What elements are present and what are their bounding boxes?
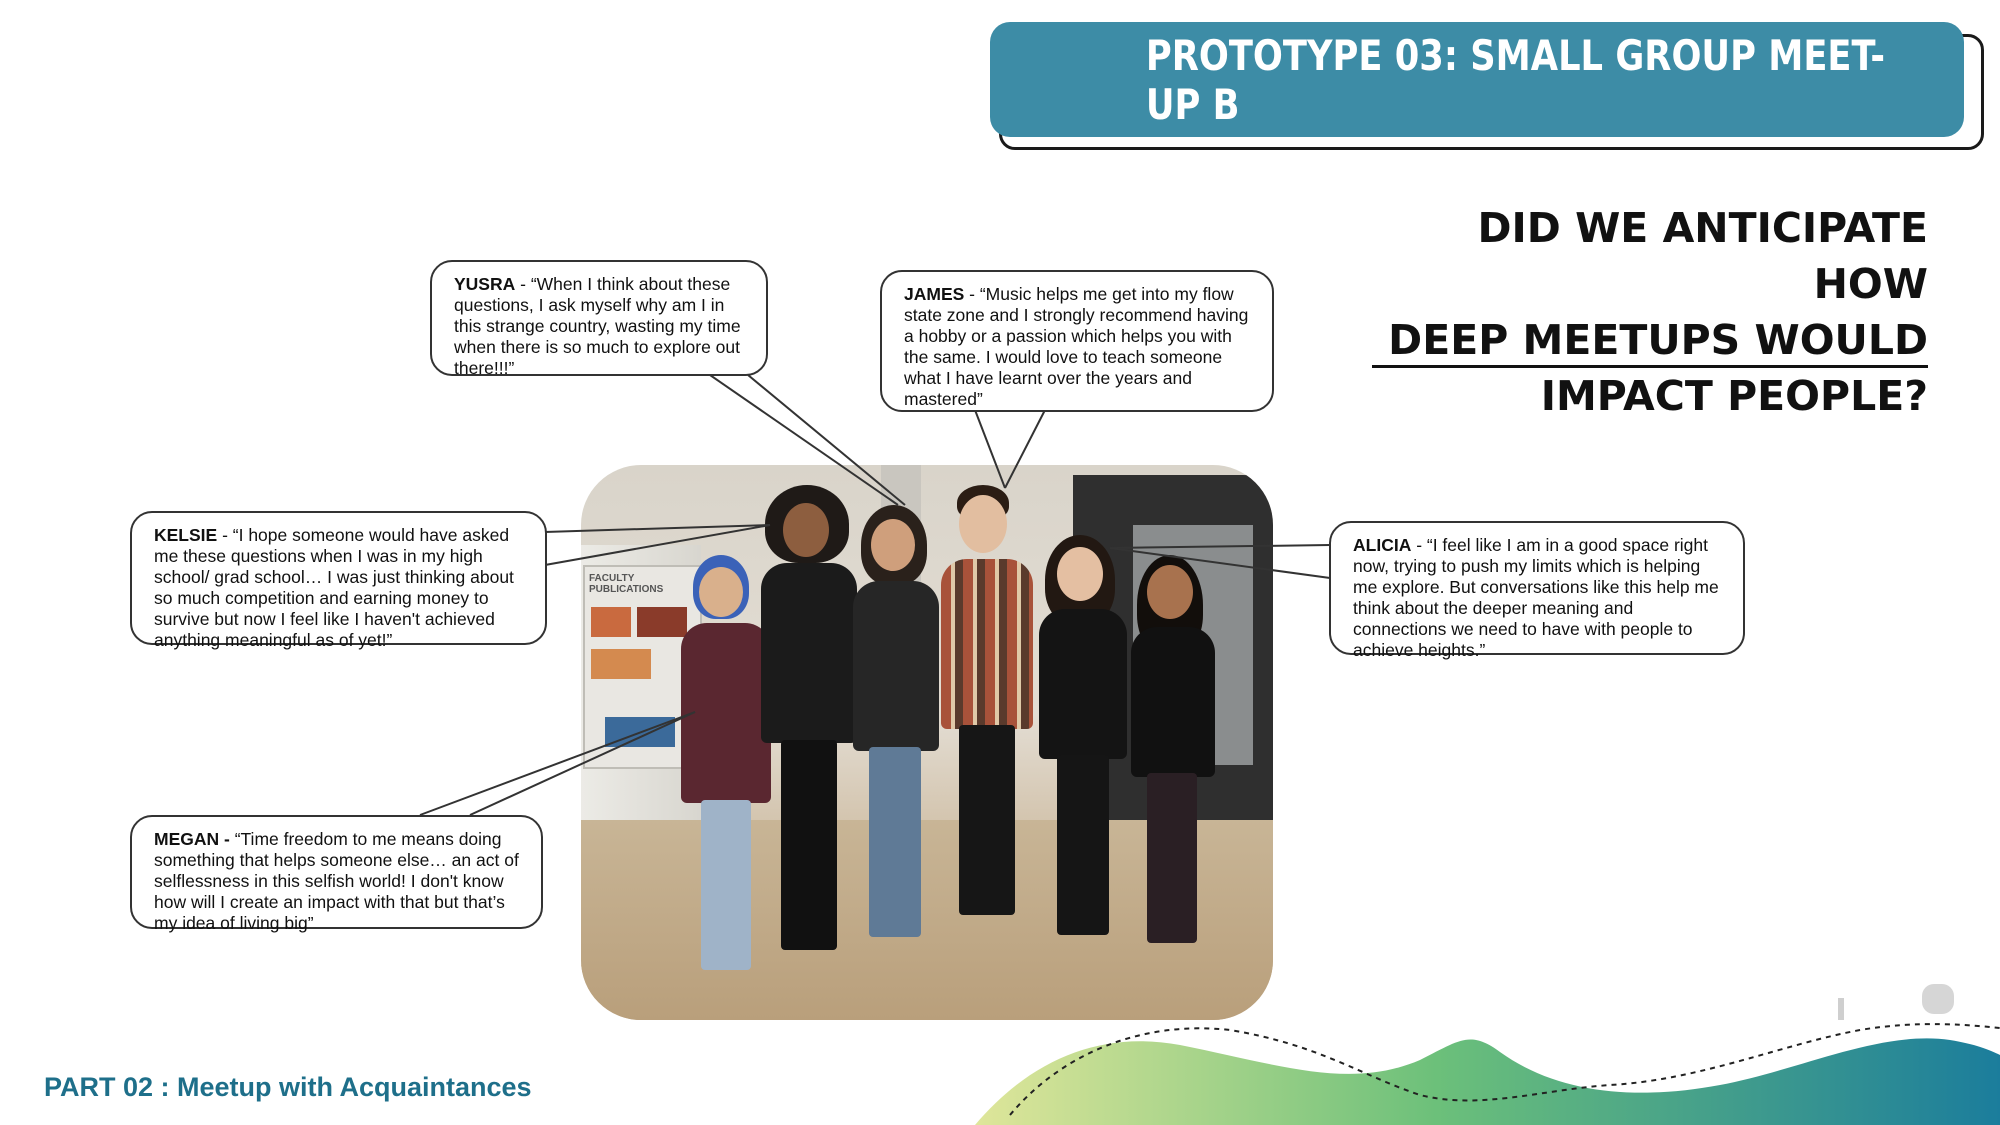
quote-text: “Time freedom to me means doing something that helps someone else… an act of selflessness in this selfish world! I don't know how will I create an impact with that but that’s my idea of living big” (154, 829, 519, 933)
quote-name: ALICIA (1353, 535, 1412, 555)
question-line-3: IMPACT PEOPLE? (1540, 372, 1928, 420)
quote-name: MEGAN - (154, 829, 230, 849)
grey-mark (1922, 984, 1954, 1014)
wave-shape (975, 1038, 2000, 1125)
section-footer: PART 02 : Meetup with Acquaintances (44, 1072, 532, 1102)
question-line-1: DID WE ANTICIPATE HOW (1477, 204, 1928, 308)
quote-name: JAMES (904, 284, 965, 304)
question-line-2: DEEP MEETUPS WOULD (1388, 316, 1928, 364)
quote-text: - “Music helps me get into my flow state zone and I strongly recommend having a hobby or a passion which helps you with the same. I would love to teach someone what I have learnt over the years and mastered” (904, 284, 1249, 409)
quote-name: YUSRA (454, 274, 516, 294)
quote-name: KELSIE (154, 525, 218, 545)
quote-text: - “I hope someone would have asked me these questions when I was in my high school/ grad school… I was just thinking about so much competition and earning money to survive but now I feel like I haven't achieved anything meaningful as of yet!” (154, 525, 514, 650)
quote-text: - “I feel like I am in a good space right now, trying to push my limits which is helping me explore. But conversations like this help me think about the deeper meaning and connections we need to have with people to achieve heights.” (1353, 535, 1719, 660)
photo-board-sign: FACULTY PUBLICATIONS (589, 573, 664, 595)
slide-title: PROTOTYPE 03: SMALL GROUP MEET-UP B (1145, 30, 1886, 129)
grey-marks (1830, 980, 1970, 1030)
quote-text: - “When I think about these questions, I ask myself why am I in this strange country, wasting my time when there is so much to explore out there!!!” (454, 274, 741, 378)
grey-mark (1838, 998, 1844, 1020)
